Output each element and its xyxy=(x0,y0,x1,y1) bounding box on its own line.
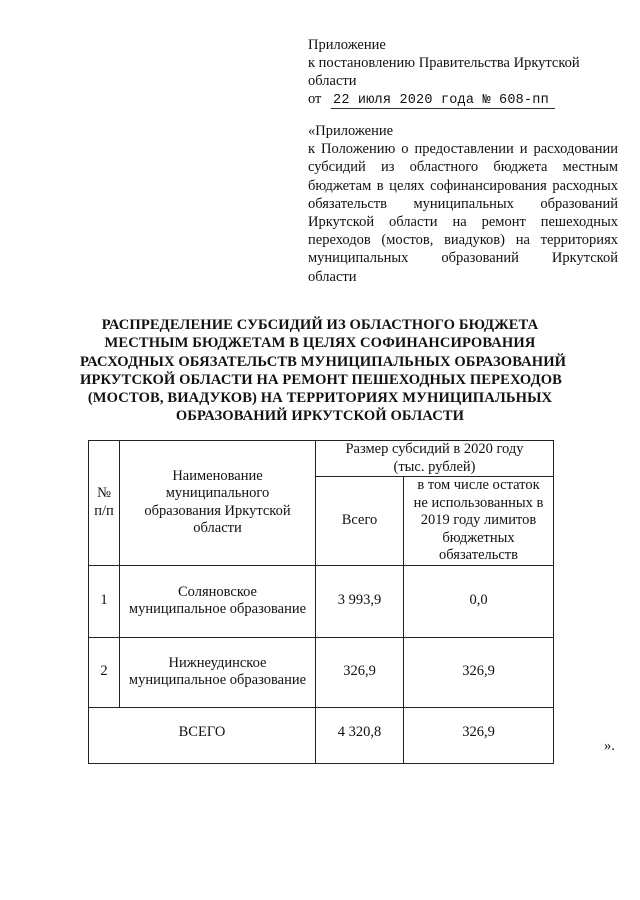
appendix-line-8: муниципальных образований Иркутской xyxy=(308,250,618,267)
subsidy-table xyxy=(88,440,554,764)
row-2-name-line-1: Нижнеудинское xyxy=(168,654,267,671)
title-line-6: ОБРАЗОВАНИЙ ИРКУТСКОЙ ОБЛАСТИ xyxy=(175,408,465,425)
header-subsidy-line-1: Размер субсидий в 2020 году xyxy=(345,441,524,457)
summary-total: 4 320,8 xyxy=(316,707,404,763)
appendix-line-2: к Положению о предоставлении и расходовании xyxy=(308,141,618,158)
header-remainder-line-2: не использованных в xyxy=(413,494,544,511)
header-name-line-3: образования Иркутской xyxy=(144,502,291,519)
header-num-line-1: № xyxy=(97,485,111,502)
appendix-line-7: переходов (мостов, виадуков) на территориях xyxy=(308,232,618,249)
header-remainder xyxy=(404,477,554,566)
header-num-line-2: п/п xyxy=(94,502,114,519)
header-name xyxy=(120,441,316,566)
date-prefix: от xyxy=(308,91,322,107)
title-line-5: (МОСТОВ, ВИАДУКОВ) НА ТЕРРИТОРИЯХ МУНИЦИПАЛЬНЫХ xyxy=(87,390,553,407)
document-title xyxy=(80,316,567,426)
summary-label: ВСЕГО xyxy=(89,707,316,763)
row-2-name-line-2: муниципальное образование xyxy=(128,672,307,688)
table-summary-row xyxy=(89,707,554,763)
row-1-remainder: 0,0 xyxy=(404,565,554,637)
appendix-line-4: бюджетам в целях софинансирования расходных xyxy=(308,177,618,194)
header-subsidy xyxy=(316,441,554,477)
header-name-line-1: Наименование xyxy=(172,467,263,484)
title-line-4: ИРКУТСКОЙ ОБЛАСТИ НА РЕМОНТ ПЕШЕХОДНЫХ ПЕРЕХОДОВ xyxy=(80,371,563,388)
row-1-name xyxy=(120,565,316,637)
resolution-header xyxy=(308,36,618,110)
closing-quote-mark: ». xyxy=(604,738,615,754)
header-name-line-4: области xyxy=(193,520,242,537)
header-line-2: к постановлению Правительства Иркутской xyxy=(308,55,580,71)
header-subsidy-line-2: (тыс. рублей) xyxy=(393,458,476,475)
row-2-name xyxy=(120,637,316,707)
row-1-total: 3 993,9 xyxy=(316,565,404,637)
row-2-remainder: 326,9 xyxy=(404,637,554,707)
resolution-date-number: 22 июля 2020 года № 608-пп xyxy=(331,93,555,109)
appendix-reference xyxy=(308,122,618,286)
resolution-date-line xyxy=(308,90,618,110)
header-line-1: Приложение xyxy=(308,37,386,53)
header-remainder-line-3: 2019 году лимитов xyxy=(420,512,537,528)
header-total: Всего xyxy=(316,477,404,566)
header-remainder-line-1: в том числе остаток xyxy=(417,477,540,493)
appendix-line-6: Иркутской области на ремонт пешеходных xyxy=(308,214,618,231)
table-row xyxy=(89,565,554,637)
appendix-line-1: «Приложение xyxy=(308,123,394,139)
appendix-line-3: субсидий из областного бюджета местным xyxy=(308,159,618,176)
appendix-line-5: обязательств муниципальных образований xyxy=(308,195,618,212)
row-2-total: 326,9 xyxy=(316,637,404,707)
row-1-name-line-1: Соляновское xyxy=(177,583,257,600)
title-line-1: РАСПРЕДЕЛЕНИЕ СУБСИДИЙ ИЗ ОБЛАСТНОГО БЮДЖЕТА xyxy=(101,317,539,333)
header-remainder-line-4: бюджетных xyxy=(442,529,515,546)
summary-remainder: 326,9 xyxy=(404,707,554,763)
title-line-3: РАСХОДНЫХ ОБЯЗАТЕЛЬСТВ МУНИЦИПАЛЬНЫХ ОБРАЗОВАНИЙ xyxy=(80,353,567,370)
row-1-name-line-2: муниципальное образование xyxy=(128,601,307,617)
table-row xyxy=(89,637,554,707)
header-name-line-2: муниципального xyxy=(165,485,270,502)
header-line-3: области xyxy=(308,73,357,89)
appendix-line-9: области xyxy=(308,268,357,285)
header-num xyxy=(89,441,120,566)
row-2-num: 2 xyxy=(89,637,120,707)
table-header-row xyxy=(89,441,554,477)
header-remainder-line-5: обязательств xyxy=(439,547,518,563)
row-1-num: 1 xyxy=(89,565,120,637)
title-line-2: МЕСТНЫМ БЮДЖЕТАМ В ЦЕЛЯХ СОФИНАНСИРОВАНИЯ xyxy=(104,335,536,352)
